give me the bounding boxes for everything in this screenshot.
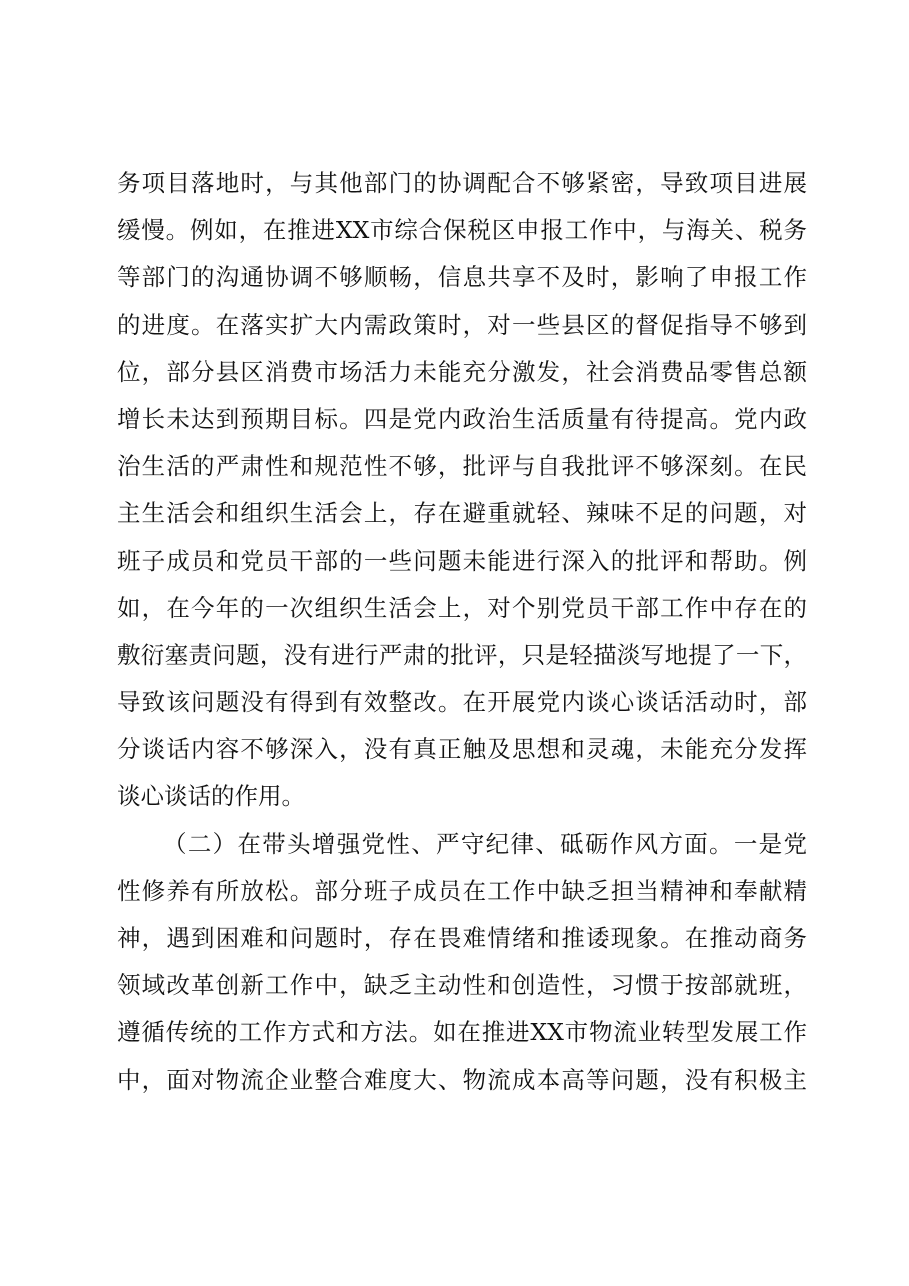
text-line: 等部门的沟通协调不够顺畅，信息共享不及时，影响了申报工作 — [117, 263, 807, 292]
text-line: 性修养有所放松。部分班子成员在工作中缺乏担当精神和奉献精 — [117, 876, 807, 905]
text-line: 分谈话内容不够深入，没有真正触及思想和灵魂，未能充分发挥 — [117, 735, 807, 764]
text-line: 务项目落地时，与其他部门的协调配合不够紧密，导致项目进展 — [117, 169, 807, 197]
text-line: 中，面对物流企业整合难度大、物流成本高等问题，没有积极主 — [117, 1065, 807, 1094]
paragraph-end-line: 谈心谈话的作用。 — [117, 782, 305, 811]
section-heading-line: （二）在带头增强党性、严守纪律、砥砺作风方面。一是党 — [163, 829, 807, 858]
text-line: 神，遇到困难和问题时，存在畏难情绪和推诿现象。在推动商务 — [117, 924, 807, 952]
text-line: 缓慢。例如，在推进XX市综合保税区申报工作中，与海关、税务 — [117, 216, 807, 245]
text-line: 敷衍塞责问题，没有进行严肃的批评，只是轻描淡写地提了一下， — [117, 640, 807, 669]
text-line: 位，部分县区消费市场活力未能充分激发，社会消费品零售总额 — [117, 357, 807, 386]
text-line: 领域改革创新工作中，缺乏主动性和创造性，习惯于按部就班， — [117, 971, 807, 1000]
text-line: 治生活的严肃性和规范性不够，批评与自我批评不够深刻。在民 — [117, 452, 807, 481]
text-line: 主生活会和组织生活会上，存在避重就轻、辣味不足的问题，对 — [117, 499, 807, 528]
document-body — [117, 160, 807, 1104]
text-line: 的进度。在落实扩大内需政策时，对一些县区的督促指导不够到 — [117, 310, 807, 339]
text-line: 遵循传统的工作方式和方法。如在推进XX市物流业转型发展工作 — [117, 1018, 807, 1047]
text-line: 如，在今年的一次组织生活会上，对个别党员干部工作中存在的 — [117, 593, 807, 622]
text-line: 增长未达到预期目标。四是党内政治生活质量有待提高。党内政 — [117, 404, 807, 433]
text-line: 导致该问题没有得到有效整改。在开展党内谈心谈话活动时，部 — [117, 688, 807, 717]
text-line: 班子成员和党员干部的一些问题未能进行深入的批评和帮助。例 — [117, 546, 807, 575]
